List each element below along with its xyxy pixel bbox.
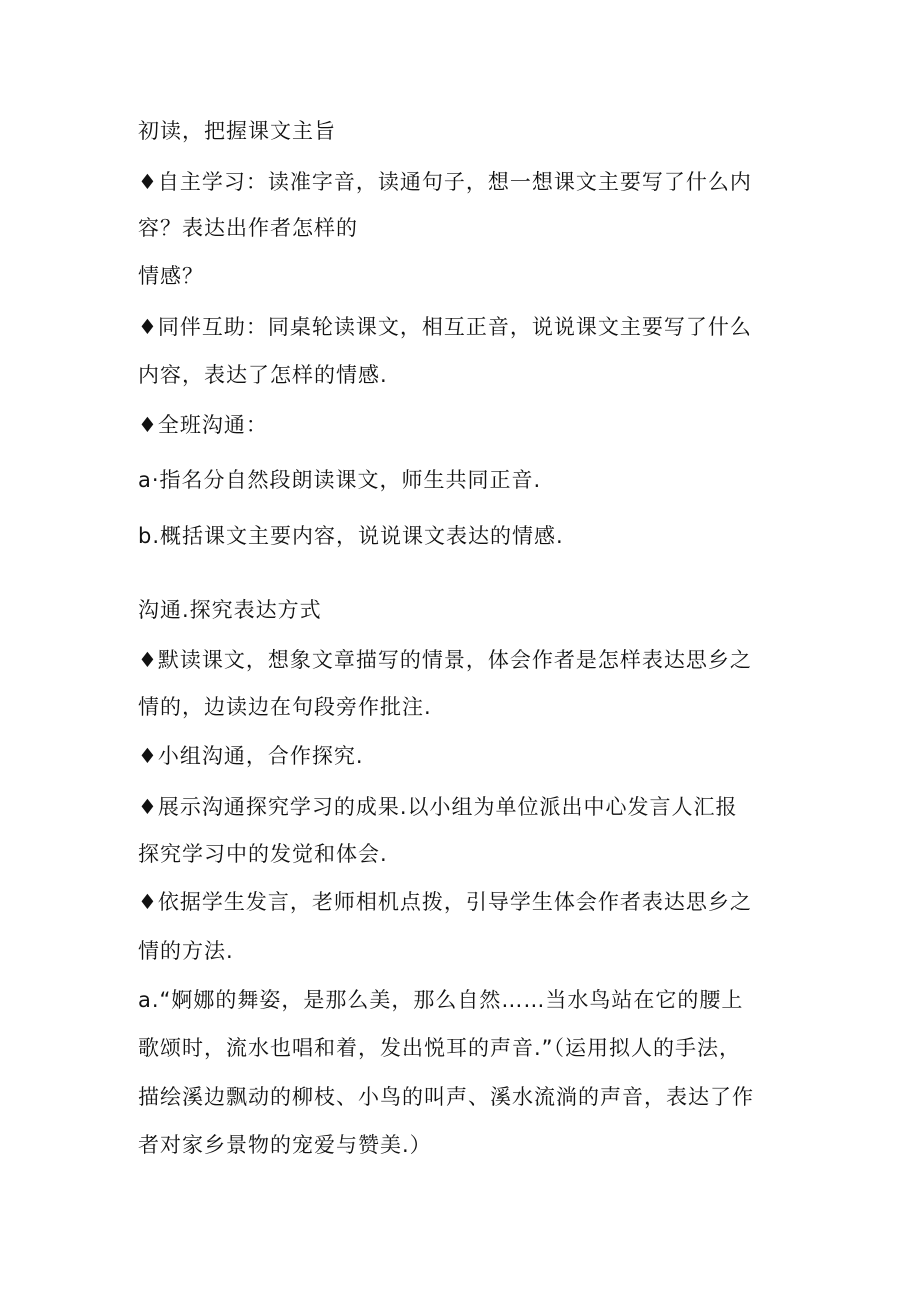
paragraph-line: 者对家乡景物的宠爱与赞美.） — [138, 1133, 432, 1157]
paragraph-line: a·指名分自然段朗读课文，师生共同正音. — [138, 468, 542, 492]
paragraph-line: 探究学习中的发觉和体会. — [138, 842, 388, 866]
paragraph-line: 内容，表达了怎样的情感. — [138, 363, 388, 387]
paragraph-line: ♦自主学习：读准字音，读通句子，想一想课文主要写了什么内 — [138, 170, 752, 194]
paragraph-line: 情的方法. — [138, 939, 234, 963]
paragraph-line: 歌颂时，流水也唱和着，发出悦耳的声音.”（运用拟人的手法， — [138, 1036, 742, 1060]
paragraph-line: ♦依据学生发言，老师相机点拨，引导学生体会作者表达思乡之 — [138, 890, 752, 914]
paragraph-line: ♦同伴互助：同桌轮读课文，相互正音，说说课文主要写了什么 — [138, 315, 752, 339]
paragraph-line: ♦全班沟通： — [138, 413, 268, 437]
section-heading-first-reading: 初读，把握课文主旨 — [138, 119, 336, 143]
section-heading-exploration: 沟通.探究表达方式 — [138, 598, 322, 622]
paragraph-line: ♦展示沟通探究学习的成果.以小组为单位派出中心发言人汇报 — [138, 795, 738, 819]
paragraph-line: 情感？ — [138, 264, 204, 288]
paragraph-line: ♦小组沟通，合作探究. — [138, 744, 364, 768]
paragraph-line: 情的，边读边在句段旁作批注. — [138, 695, 432, 719]
paragraph-line: 容？表达出作者怎样的 — [138, 216, 358, 240]
paragraph-line: ♦默读课文，想象文章描写的情景，体会作者是怎样表达思乡之 — [138, 648, 752, 672]
paragraph-line: a.“婀娜的舞姿，是那么美，那么自然……当水鸟站在它的腰上 — [138, 988, 744, 1012]
paragraph-line: 描绘溪边飘动的柳枝、小鸟的叫声、溪水流淌的声音，表达了作 — [138, 1085, 754, 1109]
paragraph-line: b.概括课文主要内容，说说课文表达的情感. — [138, 524, 564, 548]
